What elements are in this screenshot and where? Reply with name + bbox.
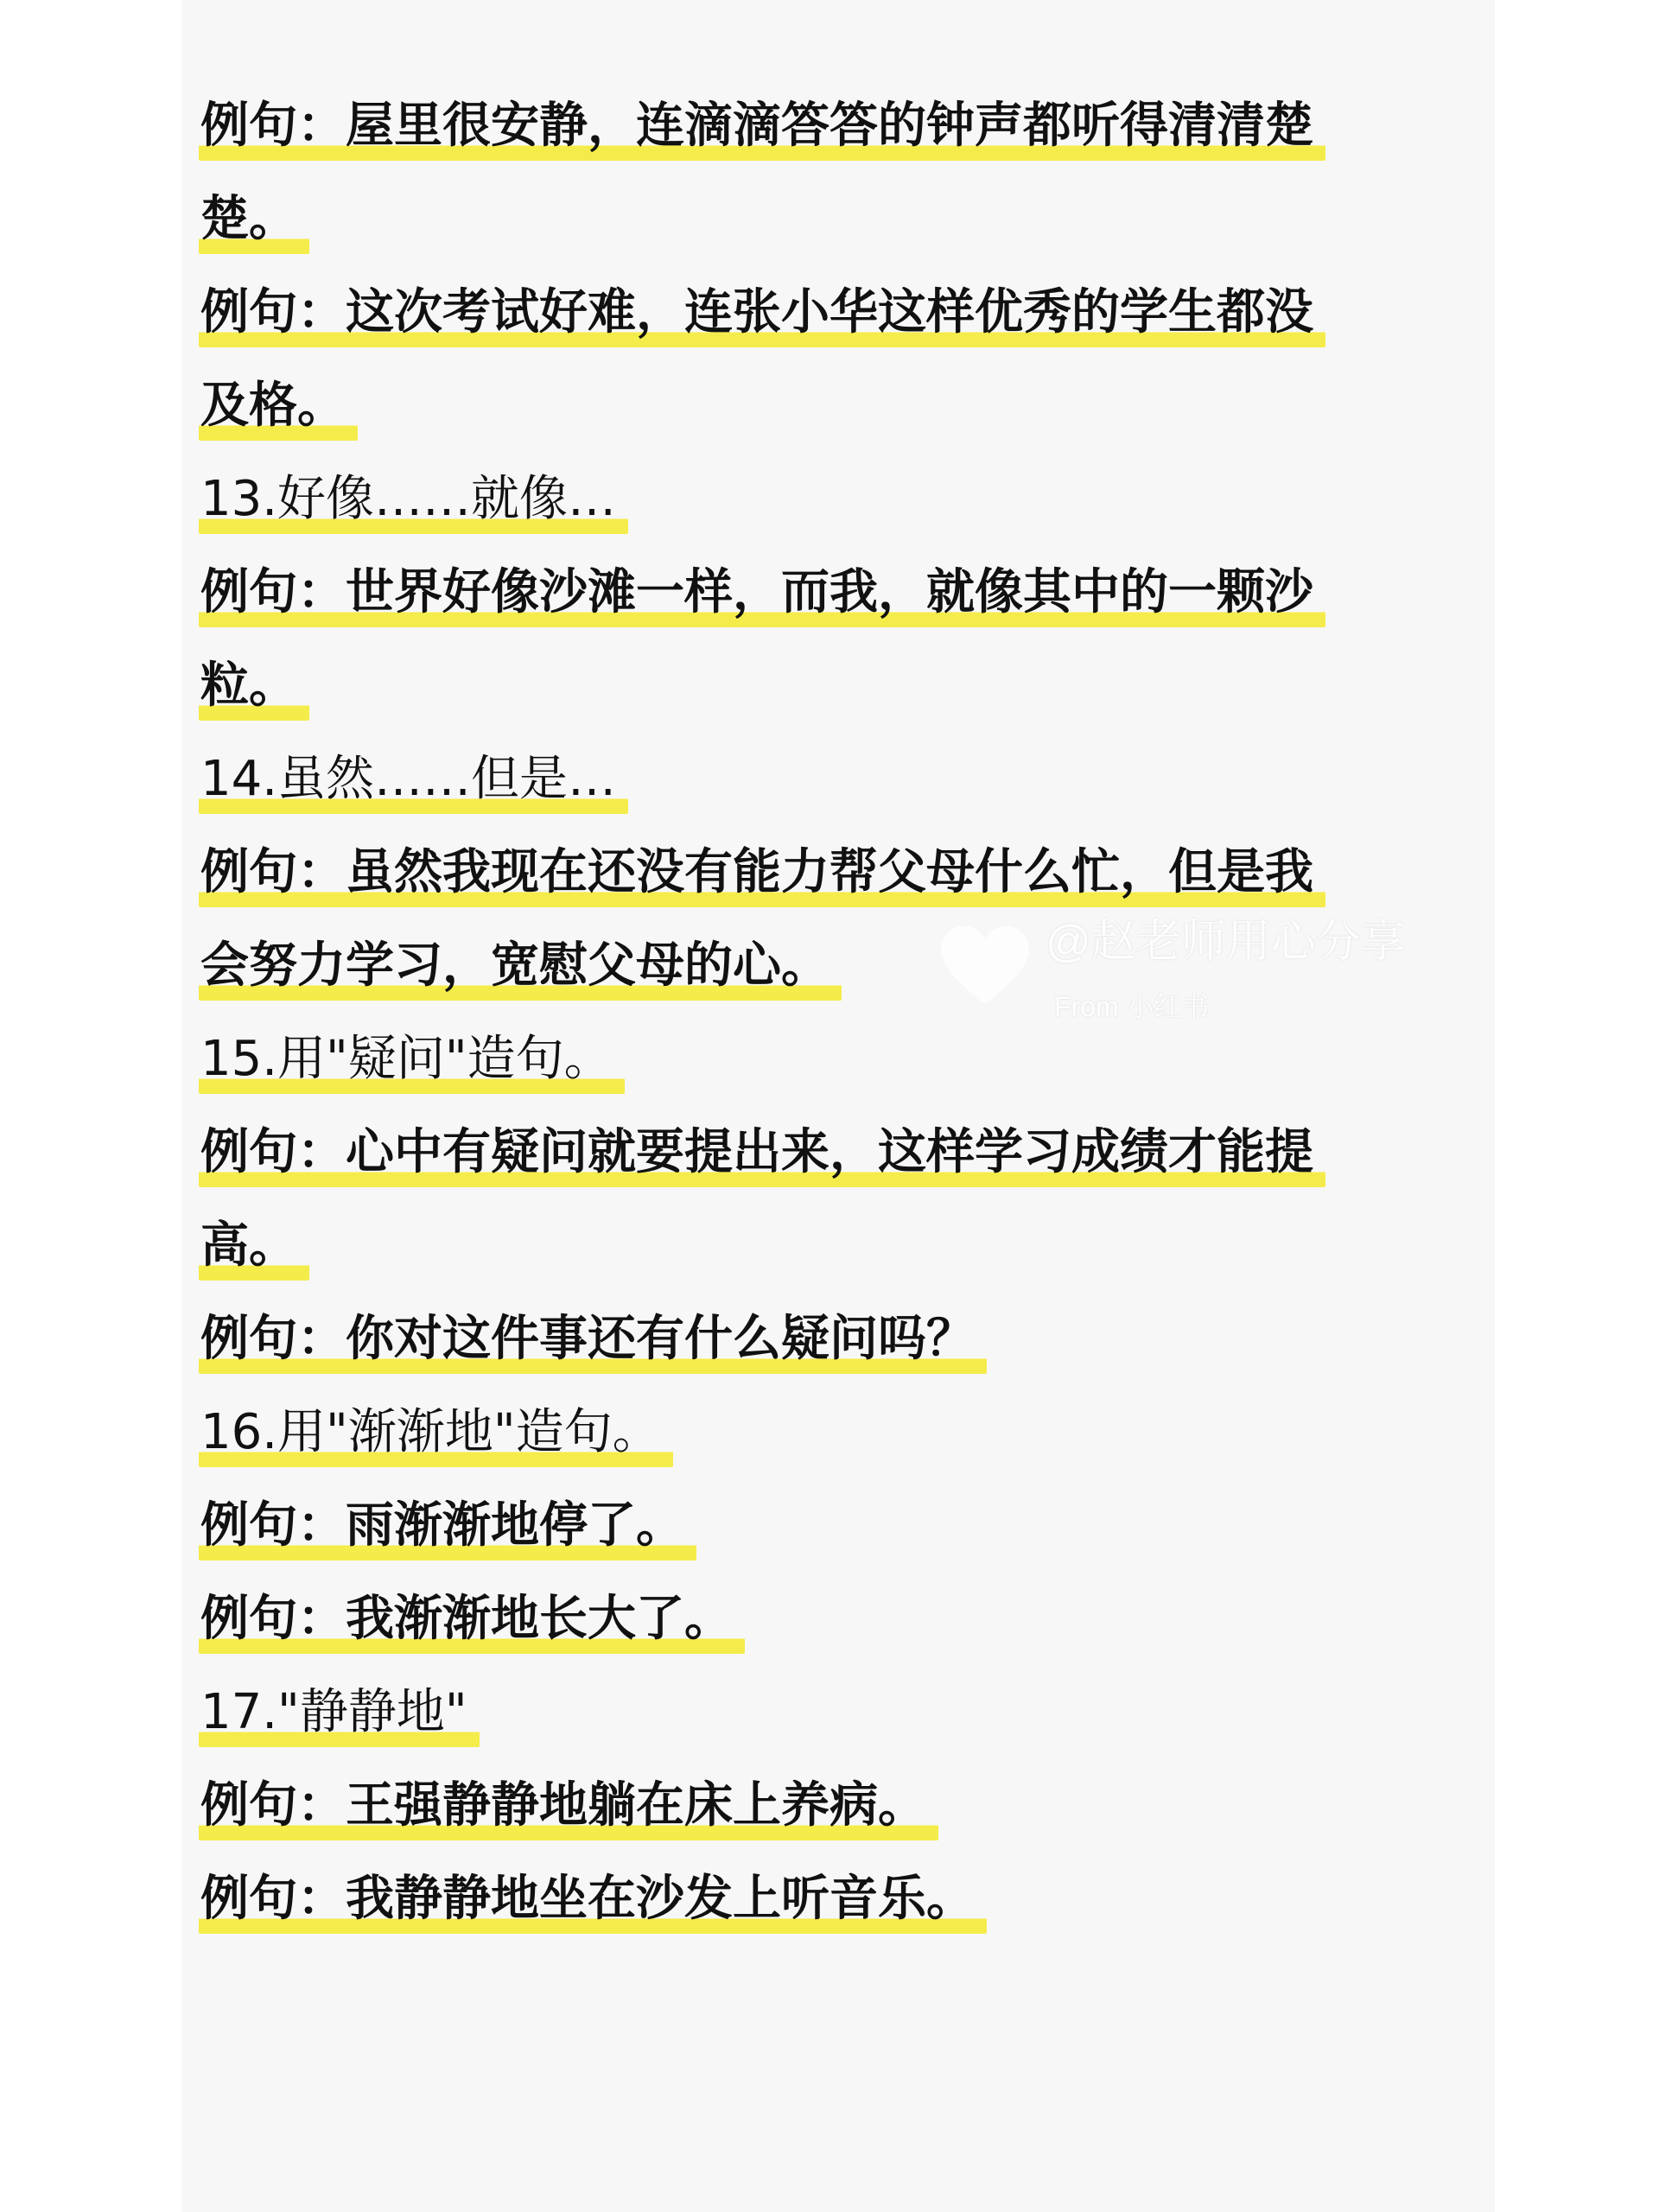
text-line: [199, 185, 1478, 278]
section-heading: [199, 465, 1478, 558]
highlighted-text: 例句：雨渐渐地停了。: [199, 1491, 696, 1560]
watermark-handle: @赵老师用心分享: [1046, 917, 1406, 967]
highlighted-text: 例句：王强静静地躺在床上养病。: [199, 1771, 938, 1840]
highlighted-text: 例句：我渐渐地长大了。: [199, 1585, 745, 1654]
highlighted-text: 13.好像……就像…: [199, 465, 628, 534]
highlighted-text: 16.用"渐渐地"造句。: [199, 1398, 673, 1467]
text-line: [199, 92, 1478, 185]
highlighted-text: 例句：虽然我现在还没有能力帮父母什么忙，但是我: [199, 838, 1325, 907]
document-page: [181, 0, 1495, 2212]
highlighted-text: 14.虽然……但是…: [199, 745, 628, 814]
highlighted-text: 及格。: [199, 372, 358, 441]
text-line: [199, 278, 1478, 372]
text-line: [199, 1585, 1478, 1678]
highlighted-text: 17."静静地": [199, 1678, 480, 1747]
section-heading: [199, 745, 1478, 838]
heart-icon: [938, 920, 1033, 1015]
text-line: [199, 1491, 1478, 1585]
highlighted-text: 例句：屋里很安静，连滴滴答答的钟声都听得清清楚: [199, 92, 1325, 161]
text-line: [199, 1771, 1478, 1865]
highlighted-text: 例句：这次考试好难，连张小华这样优秀的学生都没: [199, 278, 1325, 347]
section-heading: [199, 1678, 1478, 1771]
text-line: [199, 652, 1478, 745]
text-line: [199, 372, 1478, 465]
section-heading: [199, 1025, 1478, 1118]
highlighted-text: 例句：你对这件事还有什么疑问吗？: [199, 1305, 987, 1374]
text-line: [199, 1118, 1478, 1211]
text-line: [199, 1865, 1478, 1958]
text-line: [199, 558, 1478, 652]
highlighted-text: 楚。: [199, 185, 309, 254]
highlighted-text: 高。: [199, 1211, 309, 1281]
watermark-source: From 小红书: [1054, 991, 1210, 1022]
section-heading: [199, 1398, 1478, 1491]
highlighted-text: 例句：心中有疑问就要提出来，这样学习成绩才能提: [199, 1118, 1325, 1187]
text-line: [199, 1305, 1478, 1398]
highlighted-text: 15.用"疑问"造句。: [199, 1025, 625, 1094]
document-content: [199, 92, 1478, 1958]
highlighted-text: 粒。: [199, 652, 309, 721]
highlighted-text: 例句：世界好像沙滩一样，而我，就像其中的一颗沙: [199, 558, 1325, 627]
highlighted-text: 例句：我静静地坐在沙发上听音乐。: [199, 1865, 987, 1934]
text-line: [199, 1211, 1478, 1305]
highlighted-text: 会努力学习，宽慰父母的心。: [199, 931, 842, 1001]
